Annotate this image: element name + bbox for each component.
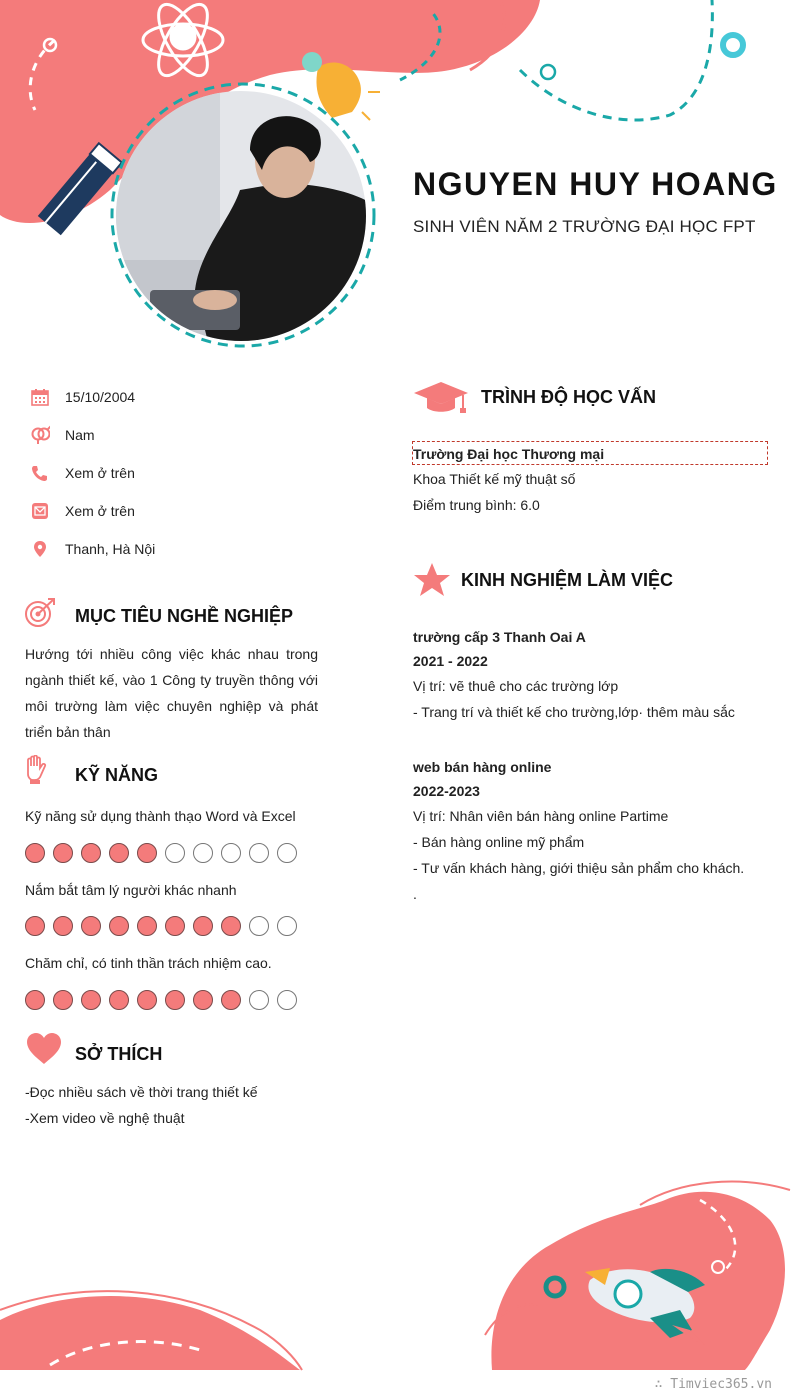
contact-birthdate <box>30 386 135 408</box>
phone-icon <box>30 463 50 483</box>
contact-email <box>30 500 135 522</box>
rating-dot <box>193 916 213 936</box>
gender-icon <box>30 425 50 445</box>
gender-text: Nam <box>65 427 95 443</box>
rating-dot <box>165 843 185 863</box>
rating-dot <box>81 916 101 936</box>
experience-title: KINH NGHIỆM LÀM VIỆC <box>461 570 674 590</box>
rating-dot <box>137 990 157 1010</box>
rating-dot <box>137 843 157 863</box>
rating-dot <box>81 990 101 1010</box>
job-line: Vị trí: vẽ thuê cho các trường lớp <box>413 678 619 694</box>
rating-dot <box>277 916 297 936</box>
hobby-item: -Xem video về nghệ thuật <box>25 1110 185 1126</box>
skills-title: KỸ NĂNG <box>75 765 159 785</box>
rating-dot <box>165 990 185 1010</box>
calendar-icon <box>30 387 50 407</box>
job-period: 2022-2023 <box>413 783 480 799</box>
hand-icon <box>24 755 48 790</box>
rating-dot <box>25 843 45 863</box>
skill-label: Kỹ năng sử dụng thành thạo Word và Excel <box>25 808 296 824</box>
rating-dot <box>109 916 129 936</box>
rating-dot <box>53 990 73 1010</box>
contact-address <box>30 538 155 560</box>
job-company: web bán hàng online <box>413 759 552 775</box>
contact-phone <box>30 462 135 484</box>
rating-dot <box>193 990 213 1010</box>
rating-dot <box>277 843 297 863</box>
rating-dot <box>109 990 129 1010</box>
rating-dot <box>221 990 241 1010</box>
objective-text: Hướng tới nhiều công việc khác nhau trong ngành thiết kế, vào 1 Công ty truyền thông với môi trường làm việc chuyên nghiệp và phát triển bản thân <box>25 646 318 740</box>
rating-dot <box>137 916 157 936</box>
gpa-text: Điểm trung bình: 6.0 <box>413 497 540 513</box>
skill-label: Chăm chỉ, có tinh thần trách nhiệm cao. <box>25 955 272 971</box>
heart-icon <box>25 1032 63 1071</box>
rating-dot <box>53 916 73 936</box>
rating-dot <box>249 990 269 1010</box>
skill-rating <box>25 843 297 863</box>
skill-rating <box>25 990 297 1010</box>
job-company: trường cấp 3 Thanh Oai A <box>413 629 586 645</box>
email-text: Xem ở trên <box>65 503 135 519</box>
rating-dot <box>81 843 101 863</box>
hobbies-title: SỞ THÍCH <box>75 1044 163 1064</box>
skill-rating <box>25 916 297 936</box>
target-icon <box>24 597 58 634</box>
graduation-cap-icon <box>413 380 469 421</box>
phone-text: Xem ở trên <box>65 465 135 481</box>
star-icon <box>413 562 451 603</box>
job-line: - Trang trí và thiết kế cho trường,lớp· thêm màu sắc <box>413 704 735 720</box>
job-period: 2021 - 2022 <box>413 653 488 669</box>
candidate-name: NGUYEN HUY HOANG <box>413 166 778 202</box>
job-line: Vị trí: Nhân viên bán hàng online Partime <box>413 808 669 824</box>
address-text: Thanh, Hà Nội <box>65 541 156 557</box>
objective-title: MỤC TIÊU NGHỀ NGHIỆP <box>75 606 294 626</box>
rating-dot <box>53 843 73 863</box>
rating-dot <box>193 843 213 863</box>
education-title: TRÌNH ĐỘ HỌC VẤN <box>481 387 656 407</box>
job-line: . <box>413 886 417 902</box>
rating-dot <box>25 990 45 1010</box>
rating-dot <box>277 990 297 1010</box>
rating-dot <box>165 916 185 936</box>
rating-dot <box>109 843 129 863</box>
bottom-decoration <box>0 1160 800 1375</box>
rating-dot <box>249 916 269 936</box>
rating-dot <box>25 916 45 936</box>
school-name: Trường Đại học Thương mại <box>413 446 605 462</box>
faculty-text: Khoa Thiết kế mỹ thuật số <box>413 471 576 487</box>
email-icon <box>30 501 50 521</box>
watermark: ∴ Timviec365.vn <box>654 1377 772 1392</box>
skill-label: Nắm bắt tâm lý người khác nhanh <box>25 882 237 898</box>
job-line: - Tư vấn khách hàng, giới thiệu sản phẩm cho khách. <box>413 860 745 876</box>
rating-dot <box>221 843 241 863</box>
hobby-item: -Đọc nhiều sách về thời trang thiết kế <box>25 1084 258 1100</box>
birthdate-text: 15/10/2004 <box>65 389 136 405</box>
contact-gender <box>30 424 95 446</box>
rating-dot <box>221 916 241 936</box>
location-pin-icon <box>30 539 50 559</box>
candidate-subtitle: SINH VIÊN NĂM 2 TRƯỜNG ĐẠI HỌC FPT <box>413 217 756 236</box>
job-line: - Bán hàng online mỹ phẩm <box>413 834 585 850</box>
rating-dot <box>249 843 269 863</box>
